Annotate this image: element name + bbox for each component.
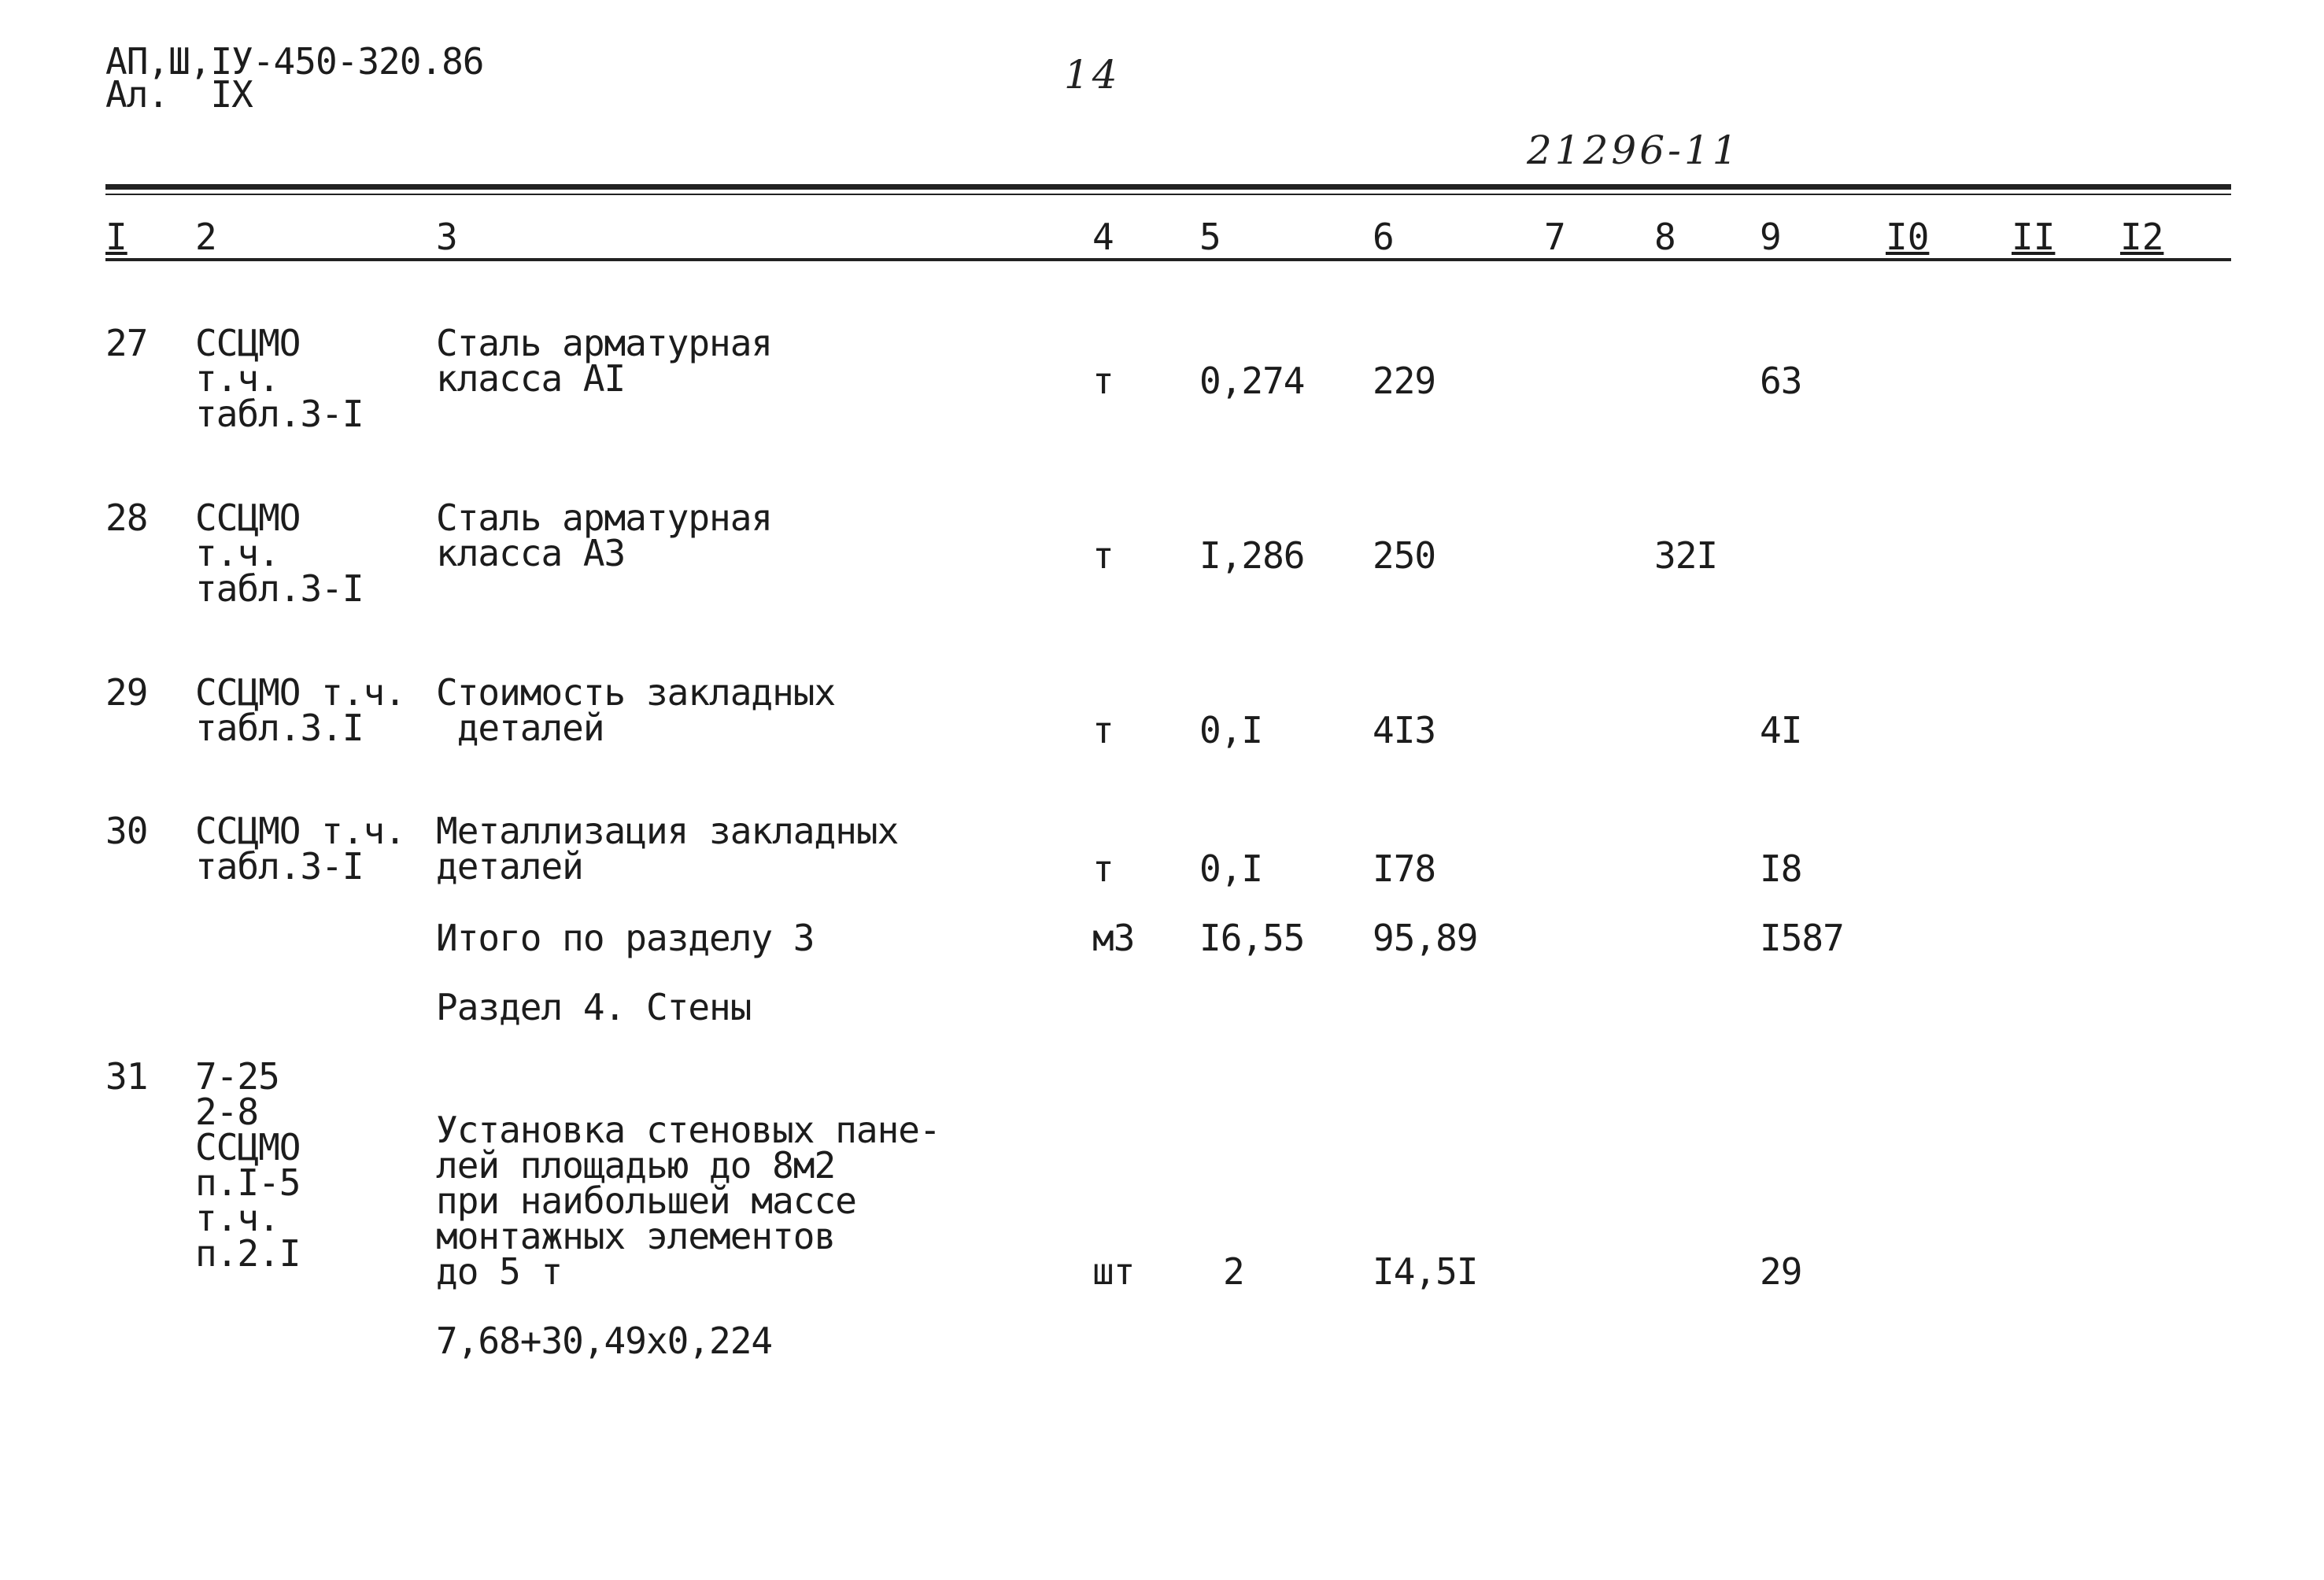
section-title: Раздел 4. Стены xyxy=(436,986,752,1028)
col-header-6: 6 xyxy=(1373,216,1395,258)
col-header-8: 8 xyxy=(1654,216,1676,258)
row-ref: ССЦМО xyxy=(195,497,301,539)
row-col5: 2 xyxy=(1223,1250,1244,1293)
row-col9: 4I xyxy=(1760,709,1802,751)
row-description: до 5 т xyxy=(436,1250,563,1293)
row-description: Сталь арматурная xyxy=(436,322,773,364)
row-col9: 29 xyxy=(1760,1250,1802,1293)
row-ref: табл.3-I xyxy=(195,845,364,888)
row-col6: 250 xyxy=(1373,534,1436,577)
total-col5: I6,55 xyxy=(1199,917,1305,959)
row-description: класса АI xyxy=(436,357,626,400)
row-description: деталей xyxy=(436,845,583,888)
row-ref: 2-8 xyxy=(195,1091,259,1133)
row-ref: ССЦМО xyxy=(195,1126,301,1168)
row-description: Установка стеновых пане- xyxy=(436,1109,940,1151)
row-ref: ССЦМО т.ч. xyxy=(195,671,405,714)
col-header-10: I0 xyxy=(1886,216,1930,258)
row-ref: т.ч. xyxy=(195,1197,279,1239)
row-unit: шт xyxy=(1092,1250,1135,1293)
document-number: 21296-11 xyxy=(1527,127,1741,173)
col-header-3: 3 xyxy=(436,216,458,258)
col-header-9: 9 xyxy=(1760,216,1782,258)
row-col9: 63 xyxy=(1760,360,1802,402)
row-number: 30 xyxy=(105,810,148,852)
row-col5: 0,I xyxy=(1199,847,1263,890)
row-ref: п.I-5 xyxy=(195,1161,301,1204)
page-number: 14 xyxy=(1064,52,1121,98)
row-number: 28 xyxy=(105,497,148,539)
row-unit: т xyxy=(1092,534,1114,577)
row-col6: 229 xyxy=(1373,360,1436,402)
row-description: монтажных элементов xyxy=(436,1215,836,1257)
document-code: АП,Ш,IУ-450-320.86 xyxy=(105,40,484,83)
row-ref: т.ч. xyxy=(195,532,279,574)
sheet-label: Ал. IX xyxy=(105,73,253,116)
col-header-2: 2 xyxy=(195,216,217,258)
row-col6: 4I3 xyxy=(1373,709,1436,751)
row-number: 27 xyxy=(105,322,148,364)
row-unit: т xyxy=(1092,709,1114,751)
row-col9: I8 xyxy=(1760,847,1802,890)
row-description: Металлизация закладных xyxy=(436,810,899,852)
row-ref: п.2.I xyxy=(195,1232,301,1275)
row-ref: табл.3-I xyxy=(195,393,364,435)
col-header-11: II xyxy=(2012,216,2056,258)
row-col5: I,286 xyxy=(1199,534,1305,577)
col-header-12: I2 xyxy=(2120,216,2164,258)
row-col6: I4,5I xyxy=(1373,1250,1478,1293)
row-col8: 32I xyxy=(1654,534,1718,577)
top-double-rule xyxy=(105,184,2231,190)
row-description: при наибольшей массе xyxy=(436,1179,856,1222)
row-number: 29 xyxy=(105,671,148,714)
row-ref: ССЦМО xyxy=(195,322,301,364)
col-header-4: 4 xyxy=(1092,216,1114,258)
row-col5: 0,274 xyxy=(1199,360,1305,402)
row-description: лей площадью до 8м2 xyxy=(436,1144,836,1187)
row-description: класса А3 xyxy=(436,532,626,574)
row-ref: т.ч. xyxy=(195,357,279,400)
row-ref: 7-25 xyxy=(195,1055,279,1098)
col-header-5: 5 xyxy=(1199,216,1221,258)
row-unit: т xyxy=(1092,847,1114,890)
col-header-1: I xyxy=(105,216,127,258)
total-unit: м3 xyxy=(1092,917,1135,959)
total-col6: 95,89 xyxy=(1373,917,1478,959)
row-ref: табл.3-I xyxy=(195,567,364,610)
col-header-7: 7 xyxy=(1544,216,1566,258)
row-ref: табл.3.I xyxy=(195,707,364,749)
row-description: Стоимость закладных xyxy=(436,671,836,714)
top-thin-rule xyxy=(105,194,2231,195)
row-description: деталей xyxy=(436,707,604,749)
total-label: Итого по разделу 3 xyxy=(436,917,815,959)
row-description: Сталь арматурная xyxy=(436,497,773,539)
total-col9: I587 xyxy=(1760,917,1844,959)
header-bottom-rule xyxy=(105,258,2231,261)
row-number: 31 xyxy=(105,1055,148,1098)
formula: 7,68+30,49х0,224 xyxy=(436,1320,773,1362)
row-col5: 0,I xyxy=(1199,709,1263,751)
row-ref: ССЦМО т.ч. xyxy=(195,810,405,852)
row-col6: I78 xyxy=(1373,847,1436,890)
row-unit: т xyxy=(1092,360,1114,402)
